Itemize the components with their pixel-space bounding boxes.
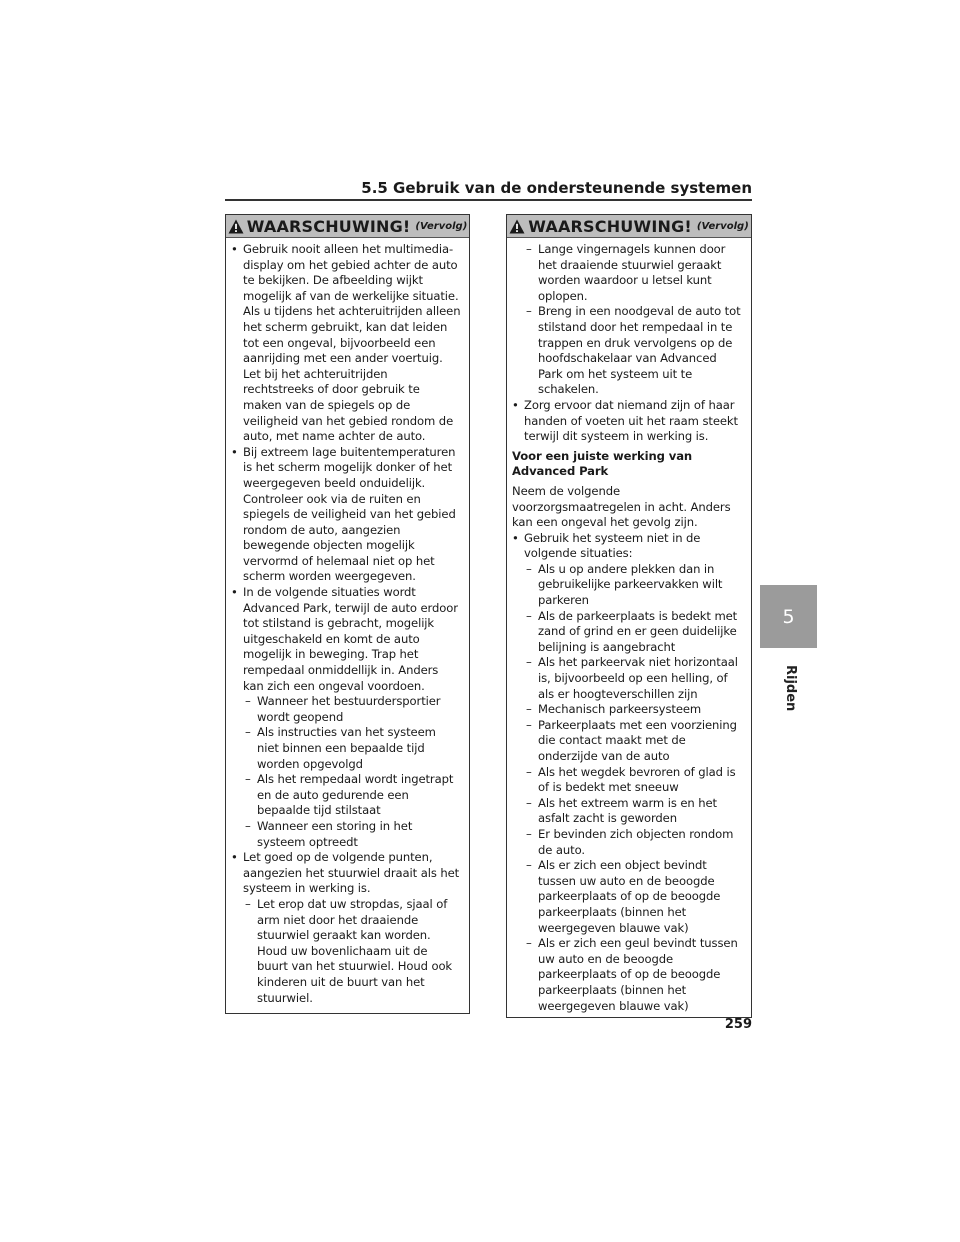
dash-item: – Als het rempedaal wordt ingetrapt en de auto gedurende een bepaalde tijd stilstaat (231, 772, 461, 819)
dash-item: – Mechanisch parkeersysteem (512, 702, 743, 718)
page-number: 259 (724, 1017, 752, 1032)
dash-item: – Als het parkeervak niet horizontaal is, bijvoorbeeld op een helling, of als er hoogteverschillen zijn (512, 655, 743, 702)
dash-item: – Als instructies van het systeem niet binnen een bepaalde tijd worden opgevolgd (231, 725, 461, 772)
dash-item: – Wanneer een storing in het systeem optreedt (231, 819, 461, 850)
dash-item: – Er bevinden zich objecten rondom de auto. (512, 827, 743, 858)
warning-content-left (226, 238, 469, 1006)
dash-item: – Lange vingernagels kunnen door het draaiende stuurwiel geraakt worden waardoor u letsel kunt oplopen. (512, 242, 743, 304)
bullet-item: • Gebruik nooit alleen het multimedia-display om het gebied achter de auto te bekijken. De afbeelding wijkt mogelijk af van de werkelijke situatie. Als u tijdens het achteruitrijden alleen het scherm gebruikt, kan dat leiden tot een ongeval, bijvoorbeeld een aanrijding met een ander voertuig. Let bij het achteruitrijden rechtstreeks of door gebruik te maken van de spiegels op de veiligheid van het gebied rondom de auto, met name achter de auto. (231, 242, 461, 445)
warning-content-right (507, 238, 751, 1014)
dash-item: – Als u op andere plekken dan in gebruikelijke parkeervakken wilt parkeren (512, 562, 743, 609)
bullet-item: • Bij extreem lage buitentemperaturen is het scherm mogelijk donker of het weergegeven beeld onduidelijk. Controleer ook via de ruiten en spiegels de veiligheid van het gebied rondom de auto, aangezien bewegende objecten mogelijk vervormd of helemaal niet op het scherm worden weergegeven. (231, 445, 461, 585)
dash-item: – Als het extreem warm is en het asfalt zacht is geworden (512, 796, 743, 827)
warning-box-left (225, 214, 470, 1014)
warning-title: WAARSCHUWING! (528, 216, 692, 236)
dash-item: – Wanneer het bestuurdersportier wordt geopend (231, 694, 461, 725)
dash-item: – Als er zich een geul bevindt tussen uw auto en de beoogde parkeerplaats of op de beoogde parkeerplaats (binnen het weergegeven blauwe vak) (512, 936, 743, 1014)
warning-box-right (506, 214, 752, 1018)
warning-title: WAARSCHUWING! (246, 216, 411, 236)
bullet-item: • Zorg ervoor dat niemand zijn of haar handen of voeten uit het raam steekt terwijl dit systeem in werking is. (512, 398, 743, 445)
chapter-tab (760, 585, 817, 648)
paragraph: Neem de volgende voorzorgsmaatregelen in acht. Anders kan een ongeval het gevolg zijn. (512, 483, 731, 530)
dash-item: – Parkeerplaats met een voorziening die contact maakt met de onderzijde van de auto (512, 718, 743, 765)
dash-item: – Als er zich een object bevindt tussen uw auto en de beoogde parkeerplaats of op de beoogde parkeerplaats (binnen het weergegeven blauwe vak) (512, 858, 743, 936)
dash-item: – Let erop dat uw stropdas, sjaal of arm niet door het draaiende stuurwiel geraakt kan worden. Houd uw bovenlichaam uit de buurt van het stuurwiel. Houd ook kinderen uit de buurt van het stuurwiel. (231, 897, 461, 1006)
dash-item: – Als de parkeerplaats is bedekt met zand of grind en er geen duidelijke belijning is aangebracht (512, 609, 743, 656)
warning-header (226, 215, 469, 238)
subheading: Voor een juiste werking van Advanced Park (512, 448, 693, 479)
bullet-item: • Let goed op de volgende punten, aangezien het stuurwiel draait als het systeem in werking is. (231, 850, 461, 897)
warning-continued: (Vervolg) (415, 220, 468, 232)
bullet-item: • Gebruik het systeem niet in de volgende situaties: (512, 531, 743, 562)
section-header: 5.5 Gebruik van de ondersteunende systemen (361, 179, 752, 197)
header-rule (225, 199, 752, 201)
bullet-item: • In de volgende situaties wordt Advanced Park, terwijl de auto erdoor tot stilstand is gebracht, mogelijk uitgeschakeld en komt de auto mogelijk in beweging. Trap het rempedaal onmiddellijk in. Anders kan zich een ongeval voordoen. (231, 585, 461, 694)
dash-item: – Als het wegdek bevroren of glad is of is bedekt met sneeuw (512, 765, 743, 796)
chapter-label: Rijden (783, 665, 798, 712)
warning-header (507, 215, 751, 238)
warning-continued: (Vervolg) (696, 220, 749, 232)
warning-triangle-icon (509, 219, 525, 234)
chapter-number: 5 (782, 605, 795, 628)
warning-triangle-icon (228, 219, 244, 234)
dash-item: – Breng in een noodgeval de auto tot stilstand door het rempedaal in te trappen en druk vervolgens op de hoofdschakelaar van Advanced Park om het systeem uit te schakelen. (512, 304, 743, 398)
